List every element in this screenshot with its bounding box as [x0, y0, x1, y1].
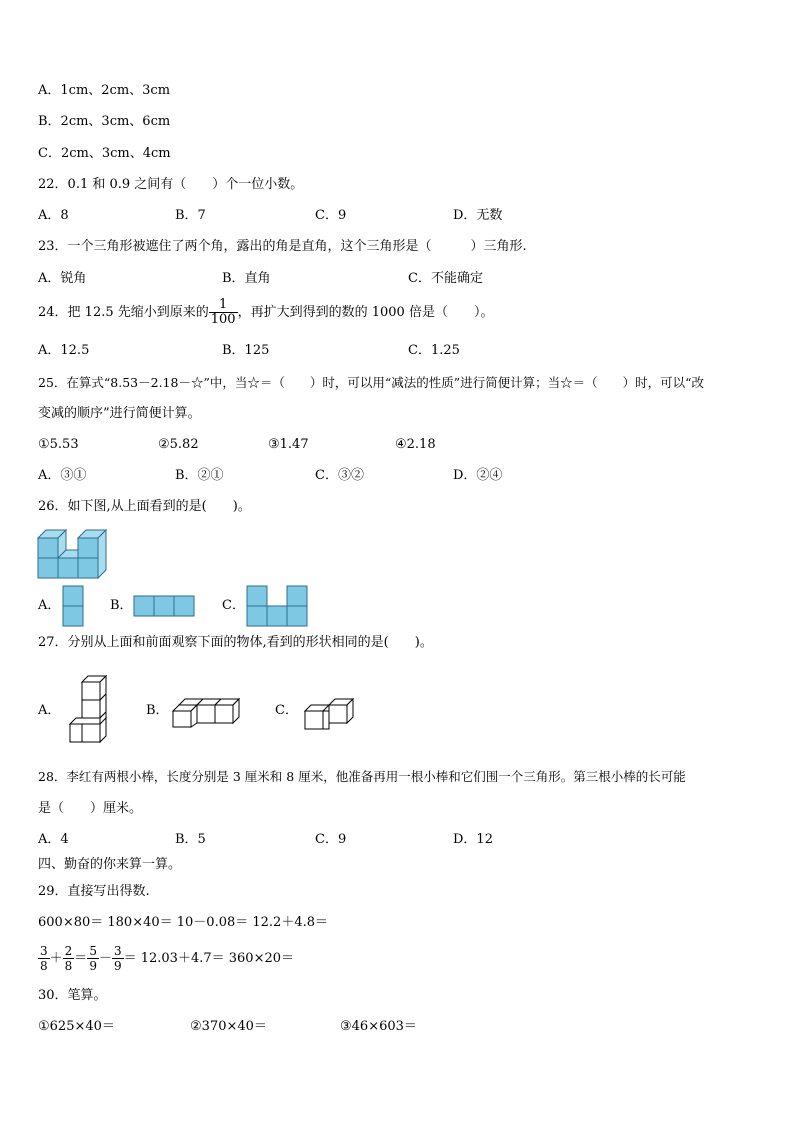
- q26-option-a-figure: [62, 585, 84, 627]
- q29-fraction-4: [112, 944, 124, 973]
- q30-stem: 30．笔算。: [38, 988, 107, 1003]
- q27-option-c-figure: [305, 699, 357, 731]
- q22-option-d: D．无数: [453, 208, 503, 223]
- q24-stem: [38, 296, 493, 330]
- q24-option-a: A．12.5: [38, 343, 90, 358]
- q25-option-b: B．②①: [175, 468, 224, 483]
- frac-num: 3: [113, 944, 122, 958]
- section-4-title: 四、勤奋的你来算一算。: [38, 857, 182, 872]
- q28-option-d: D．12: [453, 832, 493, 847]
- q29-row1: 600×80＝ 180×40＝ 10－0.08＝ 12.2＋4.8＝: [38, 915, 328, 930]
- q27-stem: 27．分别从上面和前面观察下面的物体,看到的形状相同的是( )。: [38, 635, 433, 650]
- q26-option-c: C．: [222, 598, 245, 613]
- q26-option-a: A．: [38, 598, 61, 613]
- q27-option-c: C．: [275, 703, 298, 718]
- minus-sign: －: [98, 951, 112, 966]
- q22-stem: 22．0.1 和 0.9 之间有（ ）个一位小数。: [38, 177, 304, 192]
- q24-option-b: B．125: [222, 343, 270, 358]
- frac-den: 9: [113, 959, 122, 973]
- q29-stem: 29．直接写出得数.: [38, 884, 150, 899]
- q28-option-c: C．9: [315, 832, 347, 847]
- q29-fraction-3: [87, 944, 99, 973]
- q26-solid-figure: [38, 528, 108, 580]
- q30-item-3: ③46×603＝: [340, 1019, 417, 1034]
- q22-option-b: B．7: [175, 208, 206, 223]
- q25-choice-2: ②5.82: [158, 437, 199, 452]
- q26-option-b: B．: [110, 598, 133, 613]
- q25-stem-line1: 25．在算式“8.53－2.18－☆”中，当☆＝（ ）时，可以用“减法的性质”进行简便计算；当☆＝（ ）时，可以“改: [38, 375, 705, 390]
- q24-stem-before: 24．把 12.5 先缩小到原来的: [38, 305, 209, 320]
- q25-stem-line2: 变减的顺序”进行简便计算。: [38, 406, 201, 421]
- q25-option-a: A．③①: [38, 468, 87, 483]
- q23-stem: 23．一个三角形被遮住了两个角，露出的角是直角，这个三角形是（ ）三角形.: [38, 239, 527, 254]
- q24-frac-den: 100: [210, 312, 236, 327]
- q27-option-a-figure: [70, 676, 112, 750]
- q24-frac-num: 1: [209, 298, 238, 313]
- q21-option-b: B．2cm、3cm、6cm: [38, 114, 171, 129]
- q24-option-c: C．1.25: [408, 343, 460, 358]
- q24-fraction: [209, 298, 238, 327]
- q24-stem-after: ，再扩大到得到的数的 1000 倍是（ ）。: [237, 305, 494, 320]
- q28-stem-line1: 28．李红有两根小棒，长度分别是 3 厘米和 8 厘米，他准备再用一根小棒和它们围一个三角形。第三根小棒的长可能: [38, 769, 686, 784]
- q25-choice-4: ④2.18: [395, 437, 436, 452]
- q28-stem-line2: 是（ ）厘米。: [38, 801, 143, 816]
- plus-sign: ＋: [49, 951, 63, 966]
- q30-item-1: ①625×40＝: [38, 1019, 115, 1034]
- q25-choice-3: ③1.47: [268, 437, 309, 452]
- q27-option-b: B．: [146, 703, 169, 718]
- q23-option-b: B．直角: [222, 271, 271, 286]
- q21-option-a: A．1cm、2cm、3cm: [38, 83, 171, 98]
- frac-den: 8: [40, 959, 48, 973]
- q28-option-a: A．4: [38, 832, 69, 847]
- frac-num: 3: [40, 944, 48, 958]
- q27-option-a: A．: [38, 703, 61, 718]
- q26-option-c-figure: [246, 585, 308, 627]
- q25-choice-1: ①5.53: [38, 437, 79, 452]
- frac-den: 8: [64, 959, 73, 973]
- frac-num: 5: [89, 944, 97, 958]
- frac-num: 2: [64, 944, 73, 958]
- q21-option-c: C．2cm、3cm、4cm: [38, 146, 171, 161]
- q29-fraction-1: [38, 944, 50, 973]
- q26-option-b-figure: [133, 595, 195, 617]
- q29-row2-rest: ＝ 12.03＋4.7＝ 360×20＝: [123, 951, 295, 966]
- q28-option-b: B．5: [175, 832, 206, 847]
- equals-sign: ＝: [74, 951, 88, 966]
- q22-option-c: C．9: [315, 208, 347, 223]
- q23-option-a: A．锐角: [38, 271, 87, 286]
- q25-option-c: C．③②: [315, 468, 364, 483]
- q30-item-2: ②370×40＝: [190, 1019, 267, 1034]
- q27-option-b-figure: [173, 697, 241, 729]
- q29-fraction-2: [63, 944, 75, 973]
- q22-option-a: A．8: [38, 208, 69, 223]
- frac-den: 9: [89, 959, 97, 973]
- q23-option-c: C．不能确定: [408, 271, 483, 286]
- q25-option-d: D．②④: [453, 468, 503, 483]
- q26-stem: 26．如下图,从上面看到的是( )。: [38, 499, 251, 514]
- q29-row2: [38, 942, 294, 976]
